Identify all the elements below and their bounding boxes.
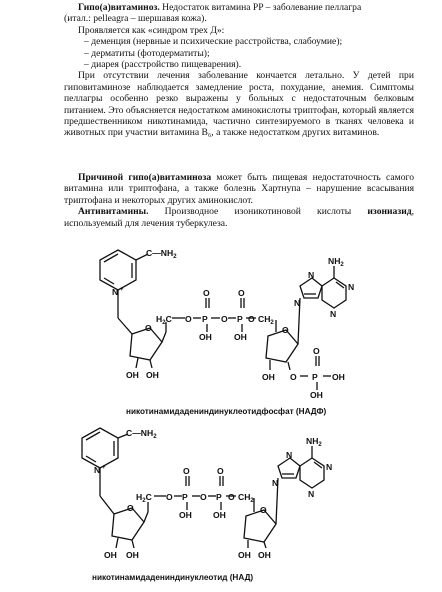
phosphate1-o: O	[203, 288, 210, 298]
nad-caption: никотинамидадениндинуклеотид (НАД)	[92, 573, 254, 582]
svg-text:NH2	[328, 256, 344, 268]
nadp-caption: никотинамидадениндинуклеотидфосфат (НАДФ)	[126, 407, 327, 416]
phosphate3-o: O	[313, 346, 320, 356]
phosphate1-oh: OH	[199, 332, 212, 342]
three-d-intro: Проявляется как «синдром трех Д»:	[78, 24, 225, 36]
svg-text:H2C	[156, 314, 172, 326]
antivitamins-tail: , используемый для лечения туберкулеза.	[64, 206, 414, 229]
amide-sub-2: 2	[153, 434, 157, 440]
pyridinium-charge: +	[120, 287, 124, 293]
adenine-n3: N	[330, 309, 337, 319]
pyridinium-ring	[100, 250, 136, 290]
pyridinium-ring-2	[82, 428, 118, 468]
svg-text:CH2	[238, 492, 254, 504]
adenine-n1: N	[348, 282, 355, 292]
amide-label: C—NH	[146, 248, 174, 258]
phosphate2-oh-2: OH	[213, 510, 226, 520]
ch2-label-2: CH	[238, 492, 251, 502]
adenine-nh2-2: NH	[306, 436, 319, 446]
ribose1-o-2: O	[127, 503, 134, 513]
isoniazid-term: изониазид	[367, 206, 412, 218]
ribose2-oh: OH	[262, 372, 275, 382]
nadp-structure	[0, 238, 442, 408]
bridge-o3-2: O	[228, 492, 235, 502]
ribose1-oh-left-2: OH	[104, 550, 117, 560]
phosphate1-oh-2: OH	[179, 510, 192, 520]
svg-text:NH2	[306, 436, 322, 448]
ch2-sub: 2	[270, 320, 274, 326]
symptom-dementia: – деменция (нервные и психические расстройства, слабоумие);	[84, 36, 343, 48]
amide-label-2: C—NH	[126, 428, 154, 438]
antivitamins-term: Антивитамины.	[78, 206, 149, 218]
adenine-nh2: NH	[328, 256, 341, 266]
phosphate3-oh-bottom: OH	[310, 390, 323, 400]
ribose1-oh-right: OH	[146, 370, 159, 380]
hypovitaminosis-heading	[64, 2, 414, 13]
antivitamins-text: Производное изоникотиновой кислоты	[148, 206, 368, 218]
svg-text:C—NH2	[146, 248, 177, 260]
pyridinium-n: N	[112, 287, 119, 297]
hypovitaminosis-term: Гипо(а)витаминоз.	[78, 2, 160, 13]
imidazole-ring-2	[278, 458, 300, 478]
ribose1-o: O	[145, 323, 152, 333]
bridge-o2-2: O	[200, 492, 207, 502]
ribose2-ester-o: O	[290, 372, 297, 382]
h2c-c: C	[165, 314, 172, 324]
ribose2-o: O	[282, 325, 289, 335]
phosphate2-o: O	[238, 288, 245, 298]
phosphorus-1-2: P	[182, 492, 188, 502]
phosphorus-3: P	[312, 372, 318, 382]
h2c-c-2: C	[145, 492, 152, 502]
paragraph-antivitamins	[64, 206, 414, 229]
adenine-nh2-sub: 2	[340, 262, 344, 268]
text-block-top	[64, 2, 414, 139]
hypovitaminosis-definition: Недостаток витамина PP – заболевание пеллагра	[159, 2, 362, 13]
ribose2-o-2: O	[260, 505, 267, 515]
symptom-diarrhea: – диарея (расстройство пищеварения).	[84, 59, 242, 71]
adenine-n3-2: N	[308, 489, 315, 499]
phosphorus-2-2: P	[216, 492, 222, 502]
phosphate3-oh-right: OH	[332, 372, 345, 382]
phosphate2-o-2: O	[217, 466, 224, 476]
paragraph-pellagra: При отсутствии лечения заболевание кончается летально. У детей при гиповитаминозе наблюдается замедление роста, похудание, анемия. Симптомы пеллагры особенно резко выражены у больных с недостаточным белковым питанием. Это объясняется недостатком аминокислоты триптофан, который является предшественником никотинамида, частично синтезируемого в тканях человека и животных при участии витамина B₆, а также недостатком других витаминов.	[64, 70, 414, 139]
h2c-h-2: H	[136, 492, 143, 502]
ch2-sub-2: 2	[250, 498, 254, 504]
svg-text:C—NH2	[126, 428, 157, 440]
ribose2-oh-right-2: OH	[258, 550, 271, 560]
phosphate2-oh: OH	[234, 332, 247, 342]
latin-note: (итал.: pelleagra – шершавая кожа).	[64, 13, 207, 25]
adenine-n1-2: N	[326, 462, 333, 472]
nad-structure	[0, 420, 442, 570]
pyridinium-charge-2: +	[102, 465, 106, 471]
ch2-label: CH	[258, 314, 271, 324]
adenine-n9-2: N	[272, 478, 279, 488]
bridge-o1-2: O	[166, 492, 173, 502]
ribose1-oh-left: OH	[126, 370, 139, 380]
svg-text:H2C	[136, 492, 152, 504]
bridge-o1: O	[185, 314, 192, 324]
bridge-o2: O	[221, 314, 228, 324]
pyridinium-n-2: N	[94, 465, 101, 475]
pyrimidine-ring-2	[300, 458, 324, 488]
amide-sub: 2	[173, 254, 177, 260]
svg-text:CH2	[258, 314, 274, 326]
adenine-n7-2: N	[286, 450, 293, 460]
pyrimidine-ring	[322, 278, 346, 308]
ribose1-oh-right-2: OH	[126, 550, 139, 560]
text-block-cause	[64, 172, 414, 229]
adenine-n9: N	[294, 298, 301, 308]
phosphate1-o-2: O	[183, 466, 190, 476]
symptom-dermatitis: – дерматиты (фотодерматиты);	[84, 47, 210, 59]
adenine-nh2-sub-2: 2	[318, 442, 322, 448]
phosphorus-2: P	[237, 314, 243, 324]
cause-term: Причиной гипо(а)витаминоза	[78, 172, 212, 183]
h2c-h: H	[156, 314, 163, 324]
h2c-sub-2: 2	[142, 498, 146, 504]
cause-text: может быть пищевая недостаточность самого витамина или триптофана, а также болезнь Хартнупа – нарушение всасывания триптофана и некоторых других аминокислот.	[64, 172, 414, 206]
paragraph-cause	[64, 172, 414, 206]
ribose2-oh-left-2: OH	[238, 550, 251, 560]
bridge-o3: O	[248, 314, 255, 324]
phosphorus-1: P	[202, 314, 208, 324]
adenine-n7: N	[308, 270, 315, 280]
imidazole-ring	[300, 278, 322, 298]
h2c-sub: 2	[162, 320, 166, 326]
